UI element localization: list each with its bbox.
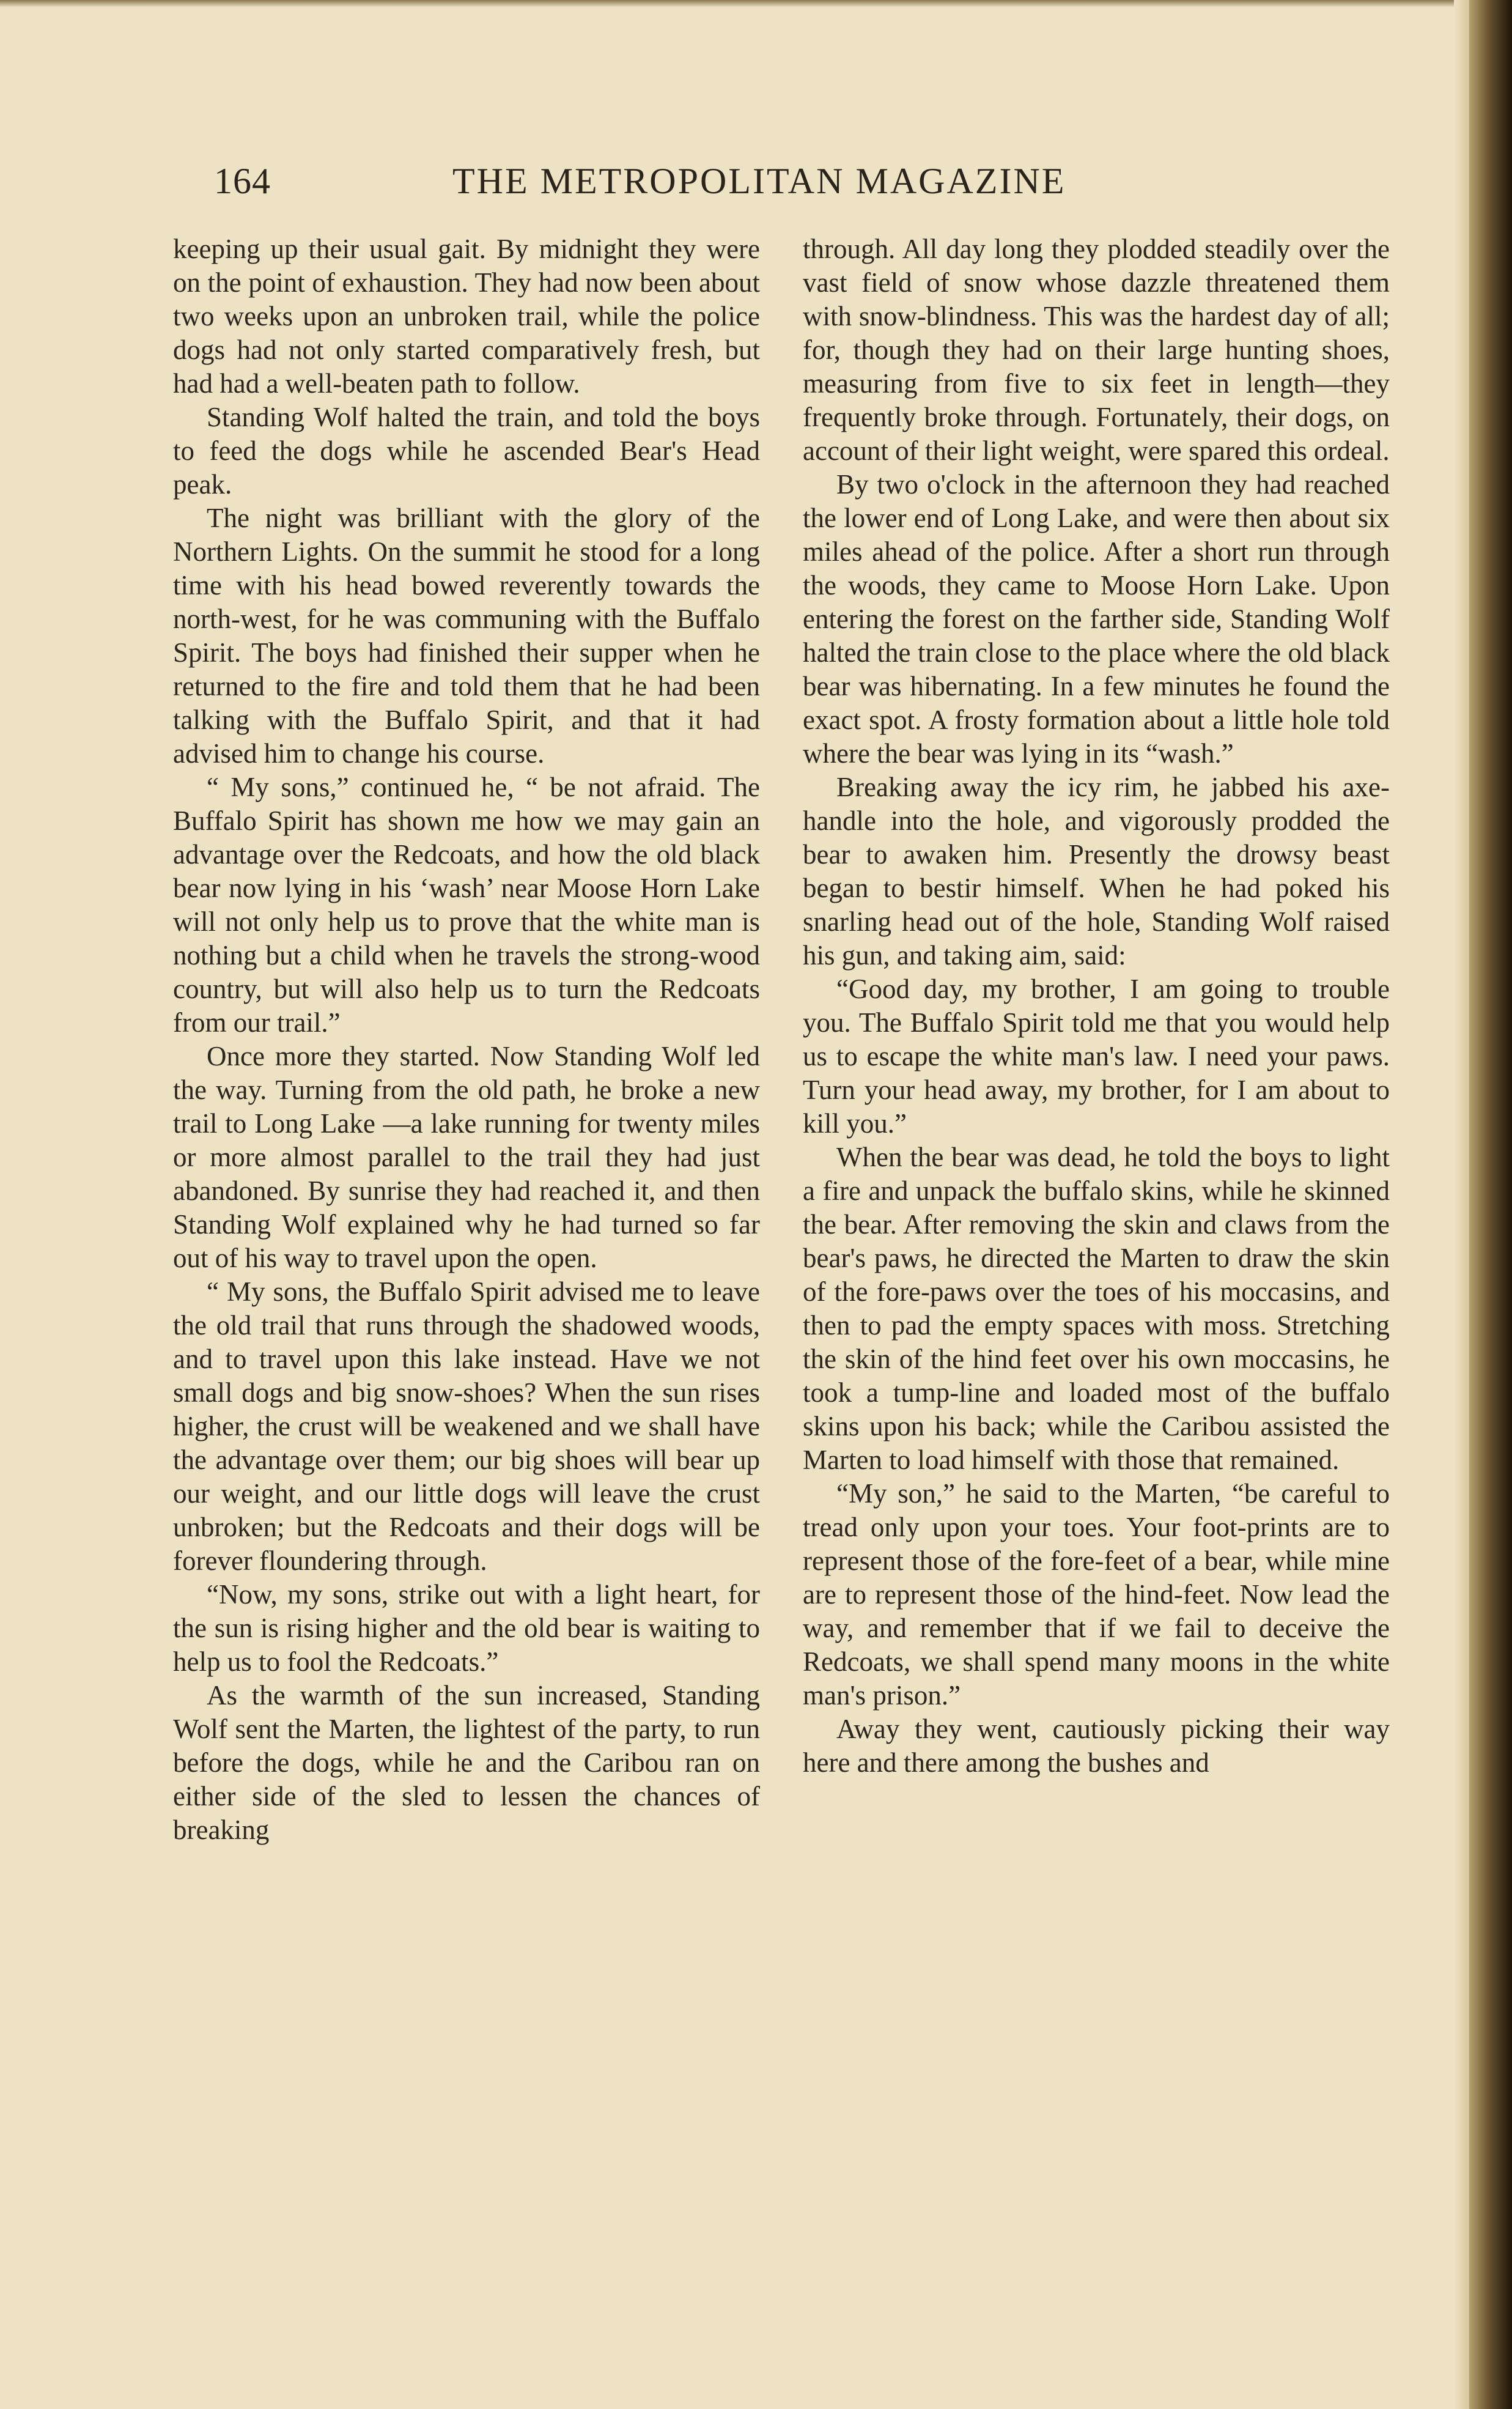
paragraph: Standing Wolf halted the train, and told the boys to feed the dogs while he ascended Bear's Head peak. — [173, 402, 760, 500]
paragraph: As the warmth of the sun increased, Standing Wolf sent the Marten, the lightest of the party, to run before the dogs, while he and the Caribou ran on either side of the sled to lessen the chances of breaking — [173, 1680, 760, 1845]
paragraph: “ My sons, the Buffalo Spirit advised me to leave the old trail that runs through the shadowed woods, and to travel upon this lake instead. Have we not small dogs and big snow-shoes? When the sun rises higher, the crust will be weakened and we shall have the advantage over them; our big shoes will bear up our weight, and our little dogs will leave the crust unbroken; but the Redcoats and their dogs will be forever floundering through. — [173, 1276, 760, 1576]
book-binding — [1469, 0, 1512, 2409]
page-number: 164 — [214, 161, 271, 201]
running-title: THE METROPOLITAN MAGAZINE — [452, 161, 1066, 201]
paragraph: “My son,” he said to the Marten, “be careful to tread only upon your toes. Your foot-prints are to represent those of the fore-feet of a bear, while mine are to represent those of the hind-feet. Now lead the way, and remember that if we fail to deceive the Redcoats, we shall spend many moons in the white man's prison.” — [803, 1478, 1390, 1711]
paragraph: through. All day long they plodded steadily over the vast field of snow whose dazzle threatened them with snow-blindness. This was the hardest day of all; for, though they had on their large hunting shoes, measuring from five to six feet in length—they frequently broke through. Fortunately, their dogs, on account of their light weight, were spared this ordeal. — [803, 234, 1390, 466]
paragraph: “ My sons,” continued he, “ be not afraid. The Buffalo Spirit has shown me how we may gain an advantage over the Redcoats, and how the old black bear now lying in his ‘wash’ near Moose Horn Lake will not only help us to prove that the white man is nothing but a child when he travels the strong-wood country, but will also help us to turn the Redcoats from our trail.” — [173, 772, 760, 1038]
right-column — [803, 232, 1390, 1780]
page-edge — [1454, 0, 1469, 2409]
paragraph: keeping up their usual gait. By midnight they were on the point of exhaustion. They had now been about two weeks upon an unbroken trail, while the police dogs had not only started comparatively fresh, but had had a well-beaten path to follow. — [173, 234, 760, 399]
paragraph: Breaking away the icy rim, he jabbed his axe-handle into the hole, and vigorously prodded the bear to awaken him. Presently the drowsy beast began to bestir himself. When he had poked his snarling head out of the hole, Standing Wolf raised his gun, and taking aim, said: — [803, 772, 1390, 971]
page-header — [171, 160, 1116, 209]
paragraph: “Good day, my brother, I am going to trouble you. The Buffalo Spirit told me that you would help us to escape the white man's law. I need your paws. Turn your head away, my brother, for I am about to kill you.” — [803, 974, 1390, 1139]
paragraph: Once more they started. Now Standing Wolf led the way. Turning from the old path, he broke a new trail to Long Lake —a lake running for twenty miles or more almost parallel to the trail they had just abandoned. By sunrise they had reached it, and then Standing Wolf explained why he had turned so far out of his way to travel upon the open. — [173, 1041, 760, 1273]
paragraph: By two o'clock in the afternoon they had reached the lower end of Long Lake, and were then about six miles ahead of the police. After a short run through the woods, they came to Moose Horn Lake. Upon entering the forest on the farther side, Standing Wolf halted the train close to the place where the old black bear was hibernating. In a few minutes he found the exact spot. A frosty formation about a little hole told where the bear was lying in its “wash.” — [803, 469, 1390, 769]
paragraph: The night was brilliant with the glory of the Northern Lights. On the summit he stood for a long time with his head bowed reverently towards the north-west, for he was communing with the Buffalo Spirit. The boys had finished their supper when he returned to the fire and told them that he had been talking with the Buffalo Spirit, and that it had advised him to change his course. — [173, 503, 760, 769]
left-column — [173, 232, 760, 1847]
paragraph: “Now, my sons, strike out with a light heart, for the sun is rising higher and the old bear is waiting to help us to fool the Redcoats.” — [173, 1579, 760, 1677]
paragraph: When the bear was dead, he told the boys to light a fire and unpack the buffalo skins, while he skinned the bear. After removing the skin and claws from the bear's paws, he directed the Marten to draw the skin of the fore-paws over the toes of his moccasins, and then to pad the empty spaces with moss. Stretching the skin of the hind feet over his own moccasins, he took a tump-line and loaded most of the buffalo skins upon his back; while the Caribou assisted the Marten to load himself with those that remained. — [803, 1142, 1390, 1475]
paragraph: Away they went, cautiously picking their way here and there among the bushes and — [803, 1714, 1390, 1778]
page-top-edge — [0, 0, 1512, 7]
